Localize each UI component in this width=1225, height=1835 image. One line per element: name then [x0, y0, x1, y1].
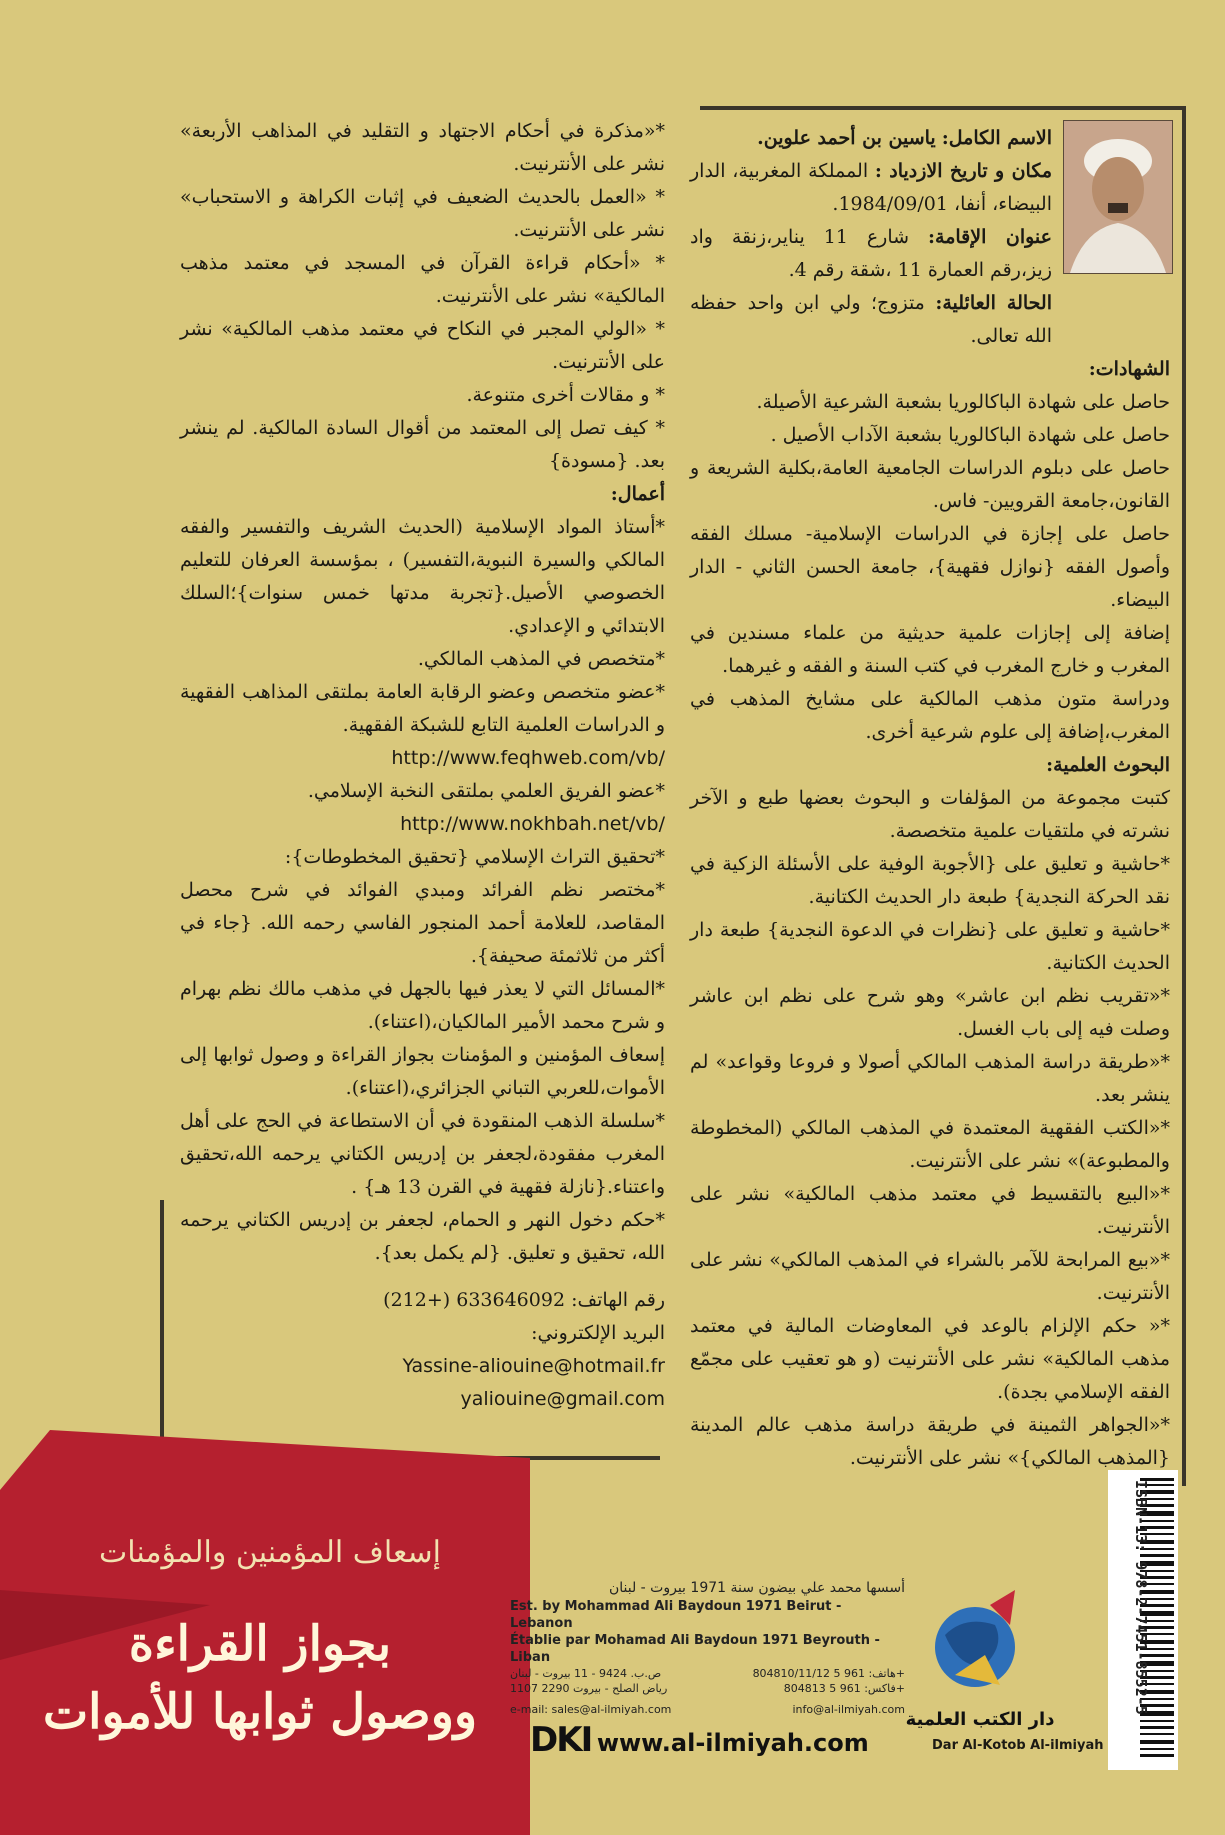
certificate-item: حاصل على دبلوم الدراسات الجامعية العامة،بكلية الشريعة و القانون،جامعة القرويين- فاس. — [690, 457, 1170, 512]
publisher-info-email[interactable]: info@al-ilmiyah.com — [792, 1703, 905, 1716]
birth-value: المملكة المغربية، الدار البيضاء، أنفا، 1984/09/01. — [690, 160, 1052, 215]
publisher-email[interactable]: e-mail: sales@al-ilmiyah.com — [510, 1703, 672, 1716]
works-heading: أعمال: — [610, 483, 665, 505]
certificate-item: إضافة إلى إجازات علمية حديثية من علماء مسندين في المغرب و خارج المغرب في كتب السنة و الفقه و غيرهما. — [690, 622, 1170, 677]
publication-item: * «العمل بالحديث الضعيف في إثبات الكراهة و الاستحباب» نشر على الأنترنيت. — [180, 186, 665, 241]
research-item: *«تقريب نظم ابن عاشر» وهو شرح على نظم ابن عاشر وصلت فيه إلى باب الغسل. — [690, 985, 1170, 1040]
work-item: *عضو الفريق العلمي بملتقى النخبة الإسلامي. — [307, 780, 665, 802]
cover-title-line2: ووصول ثوابها للأموات — [42, 1684, 478, 1740]
research-item: *«بيع المرابحة للآمر بالشراء في المذهب المالكي» نشر على الأنترنيت. — [690, 1249, 1170, 1304]
bio-block — [690, 122, 1170, 353]
research-item: *« حكم الإلزام بالوعد في المعاوضات المالية في معتمد مذهب المالكية» نشر على الأنترنيت (و هو تعقيب على مجمّع الفقه الإسلامي بجدة). — [690, 1315, 1170, 1403]
feqhweb-link[interactable]: http://www.feqhweb.com/vb/ — [391, 747, 665, 769]
certificates-heading: الشهادات: — [1088, 358, 1170, 380]
publisher-website[interactable]: www.al-ilmiyah.com — [596, 1729, 869, 1757]
publication-item: * كيف تصل إلى المعتمد من أقوال السادة المالكية. لم ينشر بعد. {مسودة} — [180, 417, 665, 472]
publisher-est-fr: Établie par Mohamad Ali Baydoun 1971 Beyrouth - Liban — [510, 1633, 880, 1665]
phone-label: رقم الهاتف: — [571, 1289, 665, 1311]
publisher-fax: فاكس: 961 5 804813+ — [783, 1682, 905, 1695]
publisher-info — [510, 1578, 905, 1717]
publication-item: * «أحكام قراءة القرآن في المسجد في معتمد مذهب المالكية» نشر على الأنترنيت. — [180, 252, 665, 307]
family-label: الحالة العائلية: — [935, 292, 1052, 314]
heritage-item: *تحقيق التراث الإسلامي {تحقيق المخطوطات}: — [284, 846, 665, 868]
heritage-item: *سلسلة الذهب المنقودة في أن الاستطاعة في الحج على أهل المغرب مفقودة،لجعفر بن إدريس الكتاني يرحمه الله،تحقيق واعتناء.{نازلة فقهية في القرن 13 هـ} . — [180, 1110, 665, 1198]
publication-item: * و مقالات أخرى متنوعة. — [466, 384, 665, 406]
publisher-riad: رياض الصلح - بيروت 2290 1107 — [510, 1682, 668, 1695]
research-item: *حاشية و تعليق على {نظرات في الدعوة النجدية} طبعة دار الحديث الكتانية. — [690, 919, 1170, 974]
isbn-text: ISBN-13: 978-2-7451-8552-5 — [1132, 1480, 1150, 1715]
research-item: *«الكتب الفقهية المعتمدة في المذهب المالكي (المخطوطة والمطبوعة)» نشر على الأنترنيت. — [690, 1117, 1170, 1172]
publication-item: *«مذكرة في أحكام الاجتهاد و التقليد في المذاهب الأربعة» نشر على الأنترنيت. — [180, 120, 665, 175]
certificate-item: حاصل على شهادة الباكالوريا بشعبة الآداب الأصيل . — [770, 424, 1170, 446]
cover-title-line1: بجواز القراءة — [128, 1616, 392, 1672]
work-item: *عضو متخصص وعضو الرقابة العامة بملتقى المذاهب الفقهية و الدراسات العلمية التابع للشبكة الفقهية. — [180, 681, 665, 736]
dki-brand — [530, 1720, 869, 1760]
publisher-contact-row — [510, 1681, 905, 1696]
family-value: متزوج؛ ولي ابن واحد حفظه الله تعالى. — [690, 292, 1052, 347]
dki-logo-mark: DKI — [530, 1720, 592, 1760]
work-item: *أستاذ المواد الإسلامية (الحديث الشريف والتفسير والفقه المالكي والسيرة النبوية،التفسير) ، بمؤسسة العرفان للتعليم الخصوصي الأصيل.{تجربة مدتها خمس سنوات}؛السلك الابتدائي و الإعدادي. — [180, 516, 665, 637]
publisher-globe-logo-icon — [905, 1585, 1055, 1735]
certificate-item: حاصل على إجازة في الدراسات الإسلامية- مسلك الفقه وأصول الفقه {نوازل فقهية}، جامعة الحسن الثاني - الدار البيضاء. — [690, 523, 1170, 611]
heritage-item: *حكم دخول النهر و الحمام، لجعفر بن إدريس الكتاني يرحمه الله، تحقيق و تعليق. {لم يكمل بعد}. — [180, 1209, 665, 1264]
work-item: *متخصص في المذهب المالكي. — [417, 648, 665, 670]
certificate-item: حاصل على شهادة الباكالوريا بشعبة الشرعية الأصيلة. — [756, 391, 1170, 413]
heritage-item: *المسائل التي لا يعذر فيها بالجهل في مذهب مالك نظم بهرام و شرح محمد الأمير المالكيان،(اعتناء). — [180, 978, 665, 1033]
heritage-item: *مختصر نظم الفرائد ومبدي الفوائد في شرح محصل المقاصد، للعلامة أحمد المنجور الفاسي رحمه الله. {جاء في أكثر من ثلاثمئة صحيفة}. — [180, 879, 665, 967]
research-item: *«البيع بالتقسيط في معتمد مذهب المالكية» نشر على الأنترنيت. — [690, 1183, 1170, 1238]
publisher-name-en: Dar Al-Kotob Al-ilmiyah — [932, 1738, 1104, 1753]
address-label: عنوان الإقامة: — [928, 226, 1052, 248]
certificate-item: ودراسة متون مذهب المالكية على مشايخ المذهب في المغرب،إضافة إلى علوم شرعية أخرى. — [690, 688, 1170, 743]
right-column — [690, 122, 1170, 1475]
publication-item: * «الولي المجبر في النكاح في معتمد مذهب المالكية» نشر على الأنترنيت. — [180, 318, 665, 373]
cover-title — [40, 1610, 480, 1746]
birth-label: مكان و تاريخ الازدياد : — [874, 160, 1053, 182]
research-item: *«الجواهر الثمينة في طريقة دراسة مذهب عالم المدينة {المذهب المالكي}» نشر على الأنترنيت. — [690, 1414, 1170, 1469]
publisher-name-ar: دار الكتب العلمية — [905, 1709, 1055, 1730]
left-column — [180, 115, 665, 1416]
publisher-est-en: Est. by Mohammad Ali Baydoun 1971 Beirut - Lebanon — [510, 1599, 842, 1631]
email-gmail[interactable]: yaliouine@gmail.com — [460, 1388, 665, 1410]
heritage-item: إسعاف المؤمنين و المؤمنات بجواز القراءة و وصول ثوابها إلى الأموات،للعربي التباني الجزائري،(اعتناء). — [180, 1044, 665, 1099]
research-item: *«طريقة دراسة المذهب المالكي أصولا و فروعا وقواعد» لم ينشر بعد. — [690, 1051, 1170, 1106]
publisher-email-row — [510, 1702, 905, 1717]
cover-subtitle: إسعاف المؤمنين والمؤمنات — [99, 1535, 441, 1570]
publisher-contact-row — [510, 1666, 905, 1681]
email-hotmail[interactable]: Yassine-aliouine@hotmail.fr — [402, 1355, 665, 1377]
publisher-pobox: ص.ب. 9424 - 11 بيروت - لبنان — [510, 1667, 662, 1680]
frame-line-left — [160, 1200, 164, 1460]
publisher-founded-ar: أسسها محمد علي بيضون سنة 1971 بيروت - لبنان — [608, 1580, 905, 1596]
name-label: الاسم الكامل: — [941, 127, 1052, 149]
email-label: البريد الإلكتروني: — [531, 1322, 665, 1344]
phone-line — [180, 1284, 665, 1317]
frame-line-top — [700, 106, 1186, 110]
name-value: ياسين بن أحمد علوين. — [757, 127, 936, 149]
phone-value: 633646092 (+212) — [383, 1289, 566, 1311]
frame-line-right — [1182, 106, 1186, 1486]
address-value: شارع 11 يناير،زنقة واد زيز،رقم العمارة 11 ،شقة رقم 4. — [690, 226, 1052, 281]
publisher-phone: هاتف: 961 5 804810/11/12+ — [752, 1667, 905, 1680]
research-item: *حاشية و تعليق على {الأجوبة الوفية على الأسئلة الزكية في نقد الحركة النجدية} طبعة دار الحديث الكتانية. — [690, 853, 1170, 908]
research-item: كتبت مجموعة من المؤلفات و البحوث بعضها طبع و الآخر نشرته في ملتقيات علمية متخصصة. — [690, 787, 1170, 842]
nokhbah-link[interactable]: http://www.nokhbah.net/vb/ — [400, 813, 665, 835]
research-heading: البحوث العلمية: — [1046, 754, 1170, 776]
